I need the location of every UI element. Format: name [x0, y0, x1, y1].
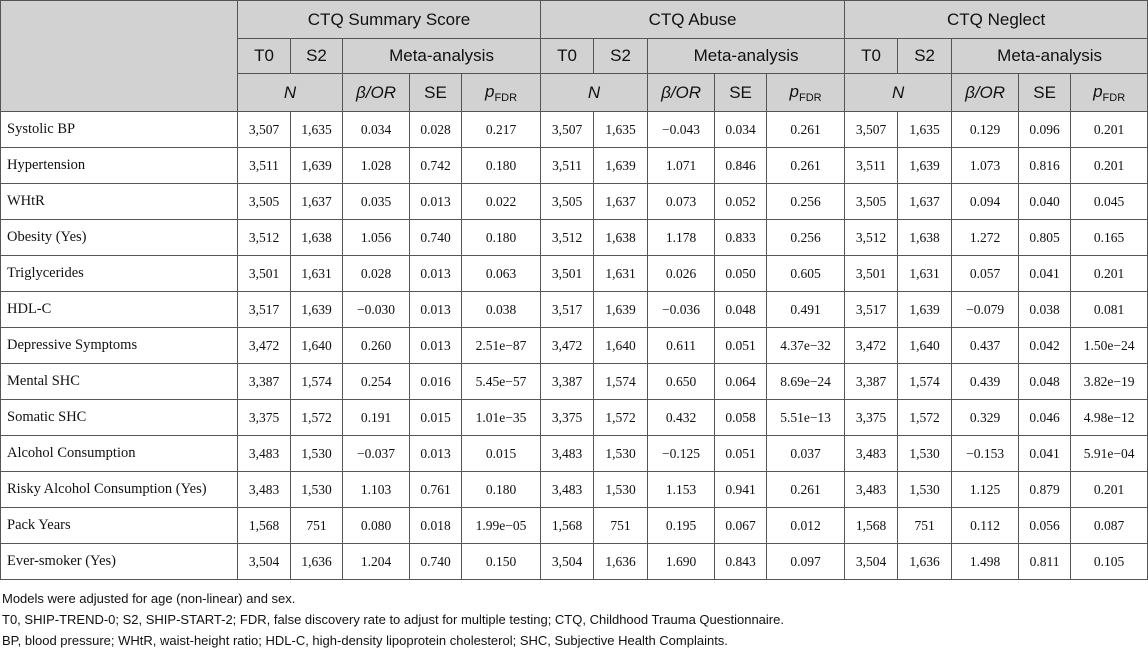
table-cell: 0.740: [410, 544, 462, 580]
table-cell: 0.013: [410, 292, 462, 328]
table-cell: 0.013: [410, 184, 462, 220]
table-cell: 1,639: [898, 148, 952, 184]
table-row: [1, 292, 1148, 328]
table-cell: 0.112: [952, 508, 1019, 544]
table-cell: 3,387: [845, 364, 898, 400]
table-cell: 3,512: [541, 220, 594, 256]
table-cell: 1,635: [291, 112, 343, 148]
table-cell: 1.071: [648, 148, 715, 184]
table-row: [1, 112, 1148, 148]
table-cell: 1,574: [291, 364, 343, 400]
table-cell: 1.204: [343, 544, 410, 580]
table-cell: 3,504: [238, 544, 291, 580]
table-cell: 0.256: [767, 220, 845, 256]
table-cell: 1,635: [898, 112, 952, 148]
table-cell: 1,574: [594, 364, 648, 400]
table-cell: 0.034: [343, 112, 410, 148]
table-cell: 1,639: [291, 148, 343, 184]
row-label: Systolic BP: [1, 112, 238, 148]
table-cell: 1,572: [898, 400, 952, 436]
table-cell: 0.016: [410, 364, 462, 400]
table-cell: −0.125: [648, 436, 715, 472]
table-cell: 0.201: [1071, 256, 1148, 292]
table-cell: 0.058: [715, 400, 767, 436]
table-cell: 0.605: [767, 256, 845, 292]
meta-analysis-header: Meta-analysis: [648, 39, 845, 74]
table-cell: 3,517: [845, 292, 898, 328]
table-cell: 1.99e−05: [462, 508, 541, 544]
table-header: [1, 1, 1148, 112]
table-cell: 1,574: [898, 364, 952, 400]
table-cell: 8.69e−24: [767, 364, 845, 400]
table-cell: 0.740: [410, 220, 462, 256]
table-cell: 0.742: [410, 148, 462, 184]
table-notes: [0, 588, 1148, 651]
table-cell: 3,507: [845, 112, 898, 148]
p-subscript: FDR: [1102, 91, 1126, 104]
table-cell: 0.816: [1019, 148, 1071, 184]
table-cell: 1,530: [594, 436, 648, 472]
table-cell: 751: [898, 508, 952, 544]
table-cell: 3,507: [541, 112, 594, 148]
table-cell: 0.015: [462, 436, 541, 472]
table-cell: 0.180: [462, 220, 541, 256]
table-cell: 1.272: [952, 220, 1019, 256]
table-cell: 1,530: [291, 472, 343, 508]
table-cell: 0.040: [1019, 184, 1071, 220]
table-cell: 0.843: [715, 544, 767, 580]
table-cell: 0.064: [715, 364, 767, 400]
table-cell: 1.153: [648, 472, 715, 508]
table-cell: 1,636: [594, 544, 648, 580]
table-cell: 1,637: [898, 184, 952, 220]
table-cell: 0.650: [648, 364, 715, 400]
table-cell: 5.91e−04: [1071, 436, 1148, 472]
table-cell: 3,504: [845, 544, 898, 580]
table-cell: 3,375: [238, 400, 291, 436]
table-cell: 0.261: [767, 112, 845, 148]
table-cell: 1.690: [648, 544, 715, 580]
table-cell: 0.096: [1019, 112, 1071, 148]
table-cell: 1,636: [291, 544, 343, 580]
table-cell: 0.254: [343, 364, 410, 400]
table-cell: 3,505: [541, 184, 594, 220]
note-line: Models were adjusted for age (non-linear) and sex.: [2, 591, 296, 606]
table-cell: 0.439: [952, 364, 1019, 400]
table-body: [1, 112, 1148, 580]
table-cell: 0.041: [1019, 256, 1071, 292]
table-cell: 3,483: [845, 472, 898, 508]
table-cell: 2.51e−87: [462, 328, 541, 364]
table-cell: 1.073: [952, 148, 1019, 184]
table-cell: 1,631: [594, 256, 648, 292]
cohort-header-s2: S2: [594, 39, 648, 74]
table-cell: 0.805: [1019, 220, 1071, 256]
note-line: T0, SHIP-TREND-0; S2, SHIP-START-2; FDR, false discovery rate to adjust for multiple testing; CTQ, Childhood Trauma Questionnaire.: [2, 612, 784, 627]
table-cell: 0.051: [715, 436, 767, 472]
table-cell: 5.45e−57: [462, 364, 541, 400]
table-cell: 0.491: [767, 292, 845, 328]
table-cell: 0.437: [952, 328, 1019, 364]
table-cell: 1.50e−24: [1071, 328, 1148, 364]
table-cell: −0.153: [952, 436, 1019, 472]
table-cell: 0.201: [1071, 472, 1148, 508]
table-cell: 0.015: [410, 400, 462, 436]
row-label: WHtR: [1, 184, 238, 220]
cohort-header-s2: S2: [898, 39, 952, 74]
table-cell: 1,568: [541, 508, 594, 544]
table-cell: 0.329: [952, 400, 1019, 436]
group-header-abuse: CTQ Abuse: [541, 1, 845, 39]
group-header-summary: CTQ Summary Score: [238, 1, 541, 39]
table-cell: 0.048: [715, 292, 767, 328]
table-cell: 1,568: [238, 508, 291, 544]
table-cell: 0.129: [952, 112, 1019, 148]
table-row: [1, 220, 1148, 256]
table-cell: 3,505: [238, 184, 291, 220]
table-cell: 1.178: [648, 220, 715, 256]
table-cell: 1,638: [898, 220, 952, 256]
p-symbol: p: [1093, 81, 1103, 101]
beta-header: β/OR: [343, 74, 410, 112]
meta-analysis-header: Meta-analysis: [952, 39, 1148, 74]
table-cell: 0.260: [343, 328, 410, 364]
row-label: Hypertension: [1, 148, 238, 184]
table-row: [1, 148, 1148, 184]
table-cell: 0.052: [715, 184, 767, 220]
table-cell: 1.01e−35: [462, 400, 541, 436]
table-cell: 1,530: [898, 436, 952, 472]
note-line: BP, blood pressure; WHtR, waist-height ratio; HDL-C, high-density lipoprotein cholesterol; SHC, Subjective Health Complaints.: [2, 633, 728, 648]
table-row: [1, 364, 1148, 400]
table-cell: 1,639: [291, 292, 343, 328]
table-cell: 0.105: [1071, 544, 1148, 580]
table-cell: 0.191: [343, 400, 410, 436]
table-cell: 3,472: [238, 328, 291, 364]
table-cell: 1,640: [594, 328, 648, 364]
table-cell: 3,504: [541, 544, 594, 580]
table-cell: 1,631: [898, 256, 952, 292]
table-cell: 1.103: [343, 472, 410, 508]
table-cell: 3,511: [845, 148, 898, 184]
table-cell: 3,517: [238, 292, 291, 328]
table-cell: 0.150: [462, 544, 541, 580]
table-cell: 1,530: [291, 436, 343, 472]
table-cell: 0.811: [1019, 544, 1071, 580]
table-cell: 1,639: [594, 292, 648, 328]
table-cell: −0.079: [952, 292, 1019, 328]
table-cell: 0.761: [410, 472, 462, 508]
table-row: [1, 436, 1148, 472]
table-cell: 0.846: [715, 148, 767, 184]
table-cell: 0.097: [767, 544, 845, 580]
table-cell: 1,572: [291, 400, 343, 436]
row-label-header: [1, 1, 238, 112]
se-header: SE: [1019, 74, 1071, 112]
table-cell: 3,375: [845, 400, 898, 436]
table-cell: 3,483: [238, 436, 291, 472]
table-cell: 1,638: [594, 220, 648, 256]
p-fdr-header: [767, 74, 845, 112]
table-cell: 3,507: [238, 112, 291, 148]
n-header: N: [845, 74, 952, 112]
table-cell: 0.833: [715, 220, 767, 256]
table-cell: −0.043: [648, 112, 715, 148]
table-cell: 0.057: [952, 256, 1019, 292]
table-cell: 3,483: [541, 472, 594, 508]
table-cell: 1,639: [898, 292, 952, 328]
table-cell: 1.498: [952, 544, 1019, 580]
table-cell: 0.051: [715, 328, 767, 364]
table-cell: 0.256: [767, 184, 845, 220]
table-cell: 0.941: [715, 472, 767, 508]
table-cell: 0.013: [410, 256, 462, 292]
table-cell: 1.028: [343, 148, 410, 184]
p-fdr-header: [462, 74, 541, 112]
table-cell: 0.050: [715, 256, 767, 292]
table-cell: 0.073: [648, 184, 715, 220]
row-label: Somatic SHC: [1, 400, 238, 436]
row-label: Mental SHC: [1, 364, 238, 400]
table-row: [1, 328, 1148, 364]
cohort-header-t0: T0: [845, 39, 898, 74]
table-row: [1, 184, 1148, 220]
table-row: [1, 544, 1148, 580]
table-cell: 3,511: [238, 148, 291, 184]
table-cell: 0.195: [648, 508, 715, 544]
table-cell: 751: [594, 508, 648, 544]
row-label: Alcohol Consumption: [1, 436, 238, 472]
table-cell: 3,501: [541, 256, 594, 292]
table-cell: 3,517: [541, 292, 594, 328]
table-cell: 3,512: [238, 220, 291, 256]
table-cell: 0.041: [1019, 436, 1071, 472]
table-cell: 3,483: [541, 436, 594, 472]
table-cell: 0.087: [1071, 508, 1148, 544]
table-cell: 0.028: [410, 112, 462, 148]
table-cell: 0.879: [1019, 472, 1071, 508]
table-cell: 3,472: [845, 328, 898, 364]
se-header: SE: [715, 74, 767, 112]
table-cell: 0.063: [462, 256, 541, 292]
table-cell: 3,472: [541, 328, 594, 364]
table-cell: −0.036: [648, 292, 715, 328]
table-cell: −0.037: [343, 436, 410, 472]
table-cell: 0.045: [1071, 184, 1148, 220]
table-cell: 0.013: [410, 436, 462, 472]
row-label: Depressive Symptoms: [1, 328, 238, 364]
table-cell: 4.98e−12: [1071, 400, 1148, 436]
p-fdr-header: [1071, 74, 1148, 112]
table-cell: 3,387: [238, 364, 291, 400]
table-cell: 0.042: [1019, 328, 1071, 364]
table-cell: 0.012: [767, 508, 845, 544]
table-row: [1, 472, 1148, 508]
table-cell: 0.046: [1019, 400, 1071, 436]
table-cell: 1,637: [291, 184, 343, 220]
table-cell: 1,635: [594, 112, 648, 148]
beta-header: β/OR: [952, 74, 1019, 112]
table-cell: 3,375: [541, 400, 594, 436]
table-cell: 0.165: [1071, 220, 1148, 256]
table-cell: 0.067: [715, 508, 767, 544]
table-cell: 0.026: [648, 256, 715, 292]
table-cell: 0.022: [462, 184, 541, 220]
row-label: Risky Alcohol Consumption (Yes): [1, 472, 238, 508]
table-cell: 1,640: [898, 328, 952, 364]
p-subscript: FDR: [494, 91, 518, 104]
n-header: N: [541, 74, 648, 112]
table-cell: 0.180: [462, 472, 541, 508]
table-cell: 0.261: [767, 472, 845, 508]
table-row: [1, 400, 1148, 436]
n-header: N: [238, 74, 343, 112]
table-cell: 0.048: [1019, 364, 1071, 400]
row-label: Obesity (Yes): [1, 220, 238, 256]
table-cell: 1.125: [952, 472, 1019, 508]
row-label: HDL-C: [1, 292, 238, 328]
row-label: Triglycerides: [1, 256, 238, 292]
meta-analysis-header: Meta-analysis: [343, 39, 541, 74]
table-cell: 0.094: [952, 184, 1019, 220]
table-cell: 1,568: [845, 508, 898, 544]
table-cell: 0.261: [767, 148, 845, 184]
table-cell: 0.080: [343, 508, 410, 544]
table-cell: 3,511: [541, 148, 594, 184]
table-cell: 1,640: [291, 328, 343, 364]
table-cell: 1,637: [594, 184, 648, 220]
table-cell: 0.611: [648, 328, 715, 364]
cohort-header-s2: S2: [291, 39, 343, 74]
table-cell: 3.82e−19: [1071, 364, 1148, 400]
table-cell: 0.013: [410, 328, 462, 364]
table-cell: 0.038: [462, 292, 541, 328]
table-cell: 4.37e−32: [767, 328, 845, 364]
beta-header: β/OR: [648, 74, 715, 112]
cohort-header-t0: T0: [238, 39, 291, 74]
table-cell: 1,530: [594, 472, 648, 508]
table-cell: 0.201: [1071, 148, 1148, 184]
table-cell: 0.028: [343, 256, 410, 292]
p-subscript: FDR: [799, 91, 822, 104]
table-cell: 1,572: [594, 400, 648, 436]
group-header-neglect: CTQ Neglect: [845, 1, 1148, 39]
table-cell: 0.201: [1071, 112, 1148, 148]
table-cell: −0.030: [343, 292, 410, 328]
table-cell: 1,530: [898, 472, 952, 508]
table-row: [1, 508, 1148, 544]
table-cell: 0.034: [715, 112, 767, 148]
table-cell: 751: [291, 508, 343, 544]
table-cell: 0.432: [648, 400, 715, 436]
table-cell: 3,505: [845, 184, 898, 220]
table-cell: 3,483: [238, 472, 291, 508]
table-cell: 0.180: [462, 148, 541, 184]
row-label: Ever-smoker (Yes): [1, 544, 238, 580]
table-cell: 1,631: [291, 256, 343, 292]
table-cell: 1,638: [291, 220, 343, 256]
table-cell: 3,512: [845, 220, 898, 256]
p-symbol: p: [484, 81, 495, 101]
table-cell: 0.037: [767, 436, 845, 472]
p-symbol: p: [789, 81, 799, 101]
table-row: [1, 256, 1148, 292]
table-cell: 0.018: [410, 508, 462, 544]
table-cell: 3,387: [541, 364, 594, 400]
table-cell: 3,483: [845, 436, 898, 472]
table-cell: 3,501: [845, 256, 898, 292]
se-header: SE: [410, 74, 462, 112]
row-label: Pack Years: [1, 508, 238, 544]
table-cell: 3,501: [238, 256, 291, 292]
table-cell: 0.056: [1019, 508, 1071, 544]
table-cell: 1.056: [343, 220, 410, 256]
table-cell: 0.038: [1019, 292, 1071, 328]
table-cell: 1,639: [594, 148, 648, 184]
table-cell: 5.51e−13: [767, 400, 845, 436]
table-cell: 1,636: [898, 544, 952, 580]
table-cell: 0.217: [462, 112, 541, 148]
table-cell: 0.081: [1071, 292, 1148, 328]
cohort-header-t0: T0: [541, 39, 594, 74]
table-cell: 0.035: [343, 184, 410, 220]
